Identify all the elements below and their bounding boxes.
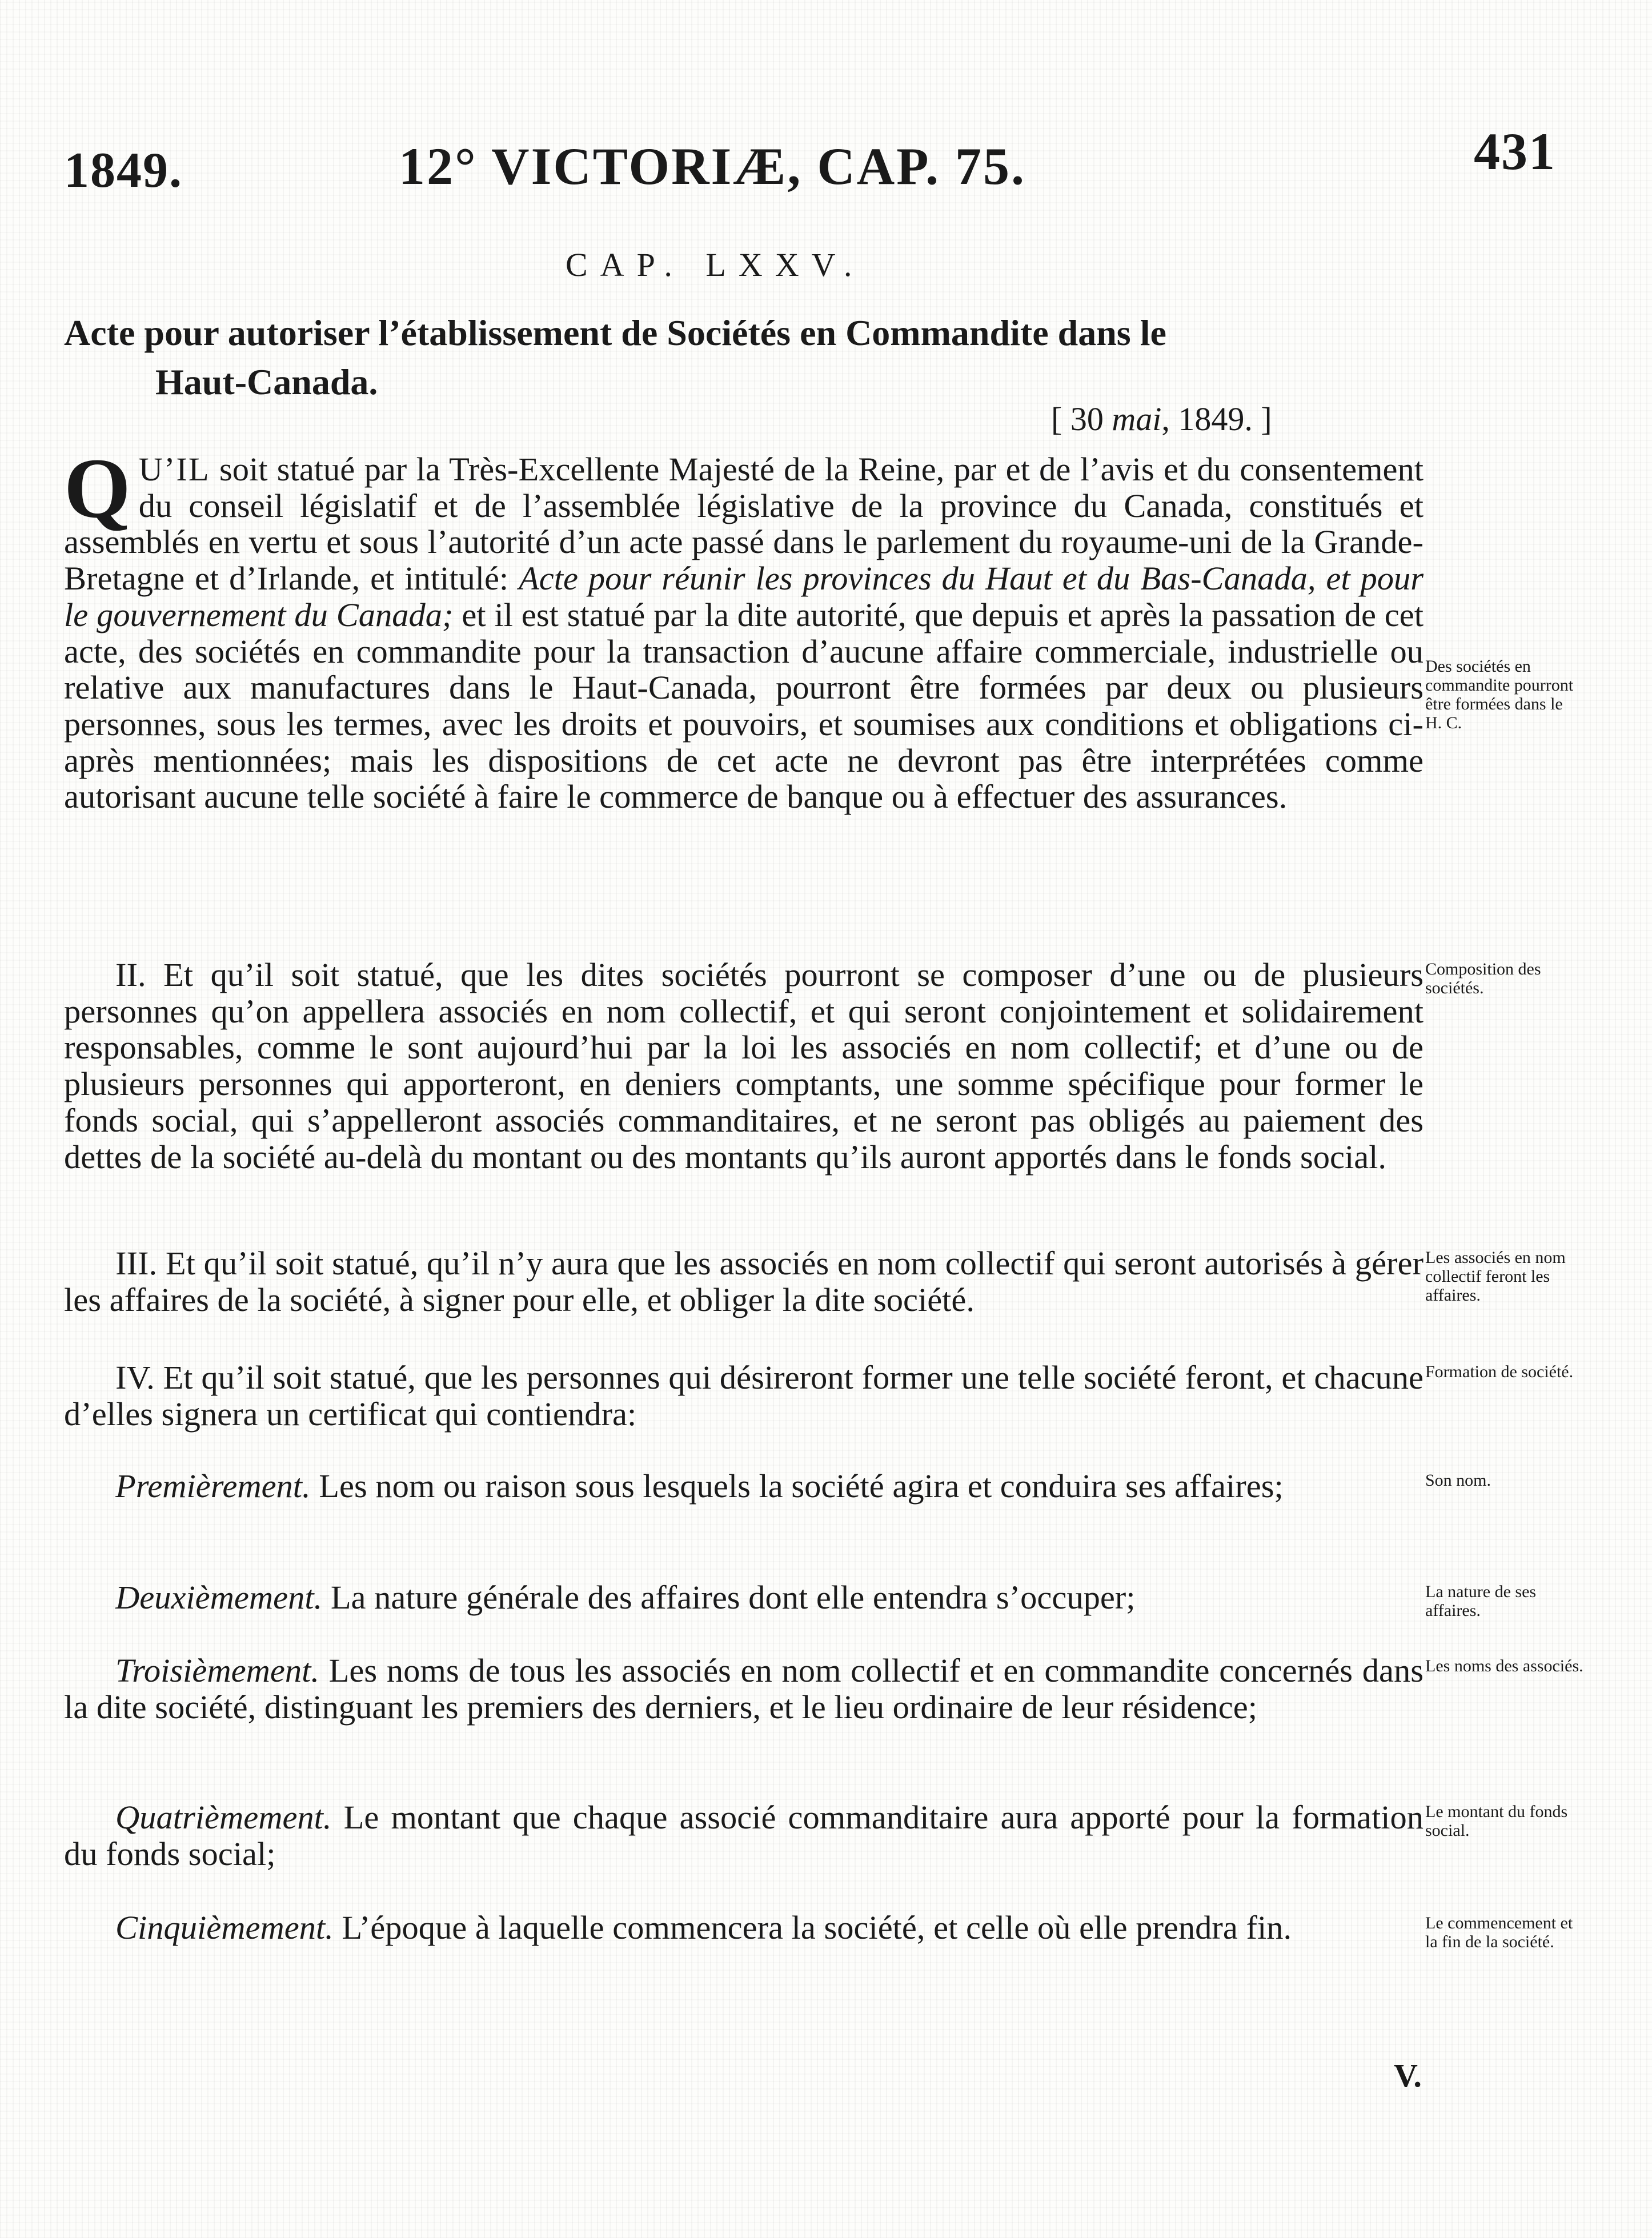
item-2	[64, 1579, 1424, 1616]
section-3: III. Et qu’il soit statué, qu’il n’y aura que les associés en nom collectif qui seront autorisés à gérer les affaires de la société, à signer pour elle, et obliger la dite société.	[64, 1245, 1424, 1318]
preamble-lead: U’IL	[138, 451, 210, 488]
item-5-text: L’époque à laquelle commencera la société, et celle où elle prendra fin.	[333, 1909, 1292, 1946]
margin-note-2: Composition des sociétés.	[1425, 960, 1541, 997]
margin-note-4: Formation de société.	[1425, 1362, 1574, 1381]
item-2-label: Deuxièmement.	[115, 1579, 323, 1616]
item-3-label: Troisièmement.	[115, 1652, 319, 1689]
page-number: 431	[1474, 122, 1556, 181]
act-title	[64, 308, 1412, 407]
margin-note-9: Le commencement et la fin de la société.	[1425, 1914, 1573, 1951]
section-4: IV. Et qu’il soit statué, que les personnes qui désireront former une telle société feront, et chacune d’elles signera un certificat qui contiendra:	[64, 1359, 1424, 1433]
item-1-label: Premièrement.	[115, 1467, 311, 1505]
margin-note-6: La nature de ses affaires.	[1425, 1582, 1537, 1620]
drop-capital: Q	[64, 441, 131, 536]
item-3-text: Les noms de tous les associés en nom collectif et en commandite concernés dans la dite société, distinguant les premiers des derniers, et le lieu ordinaire de leur résidence;	[64, 1652, 1424, 1726]
margin-note-5: Son nom.	[1425, 1471, 1491, 1490]
act-title-line-1: Acte pour autoriser l’établissement de Sociétés en Commandite dans le	[64, 312, 1166, 353]
margin-note-3: Les associés en nom collectif feront les affaires.	[1425, 1248, 1566, 1305]
catchword: V.	[1394, 2057, 1422, 2094]
item-1	[64, 1468, 1424, 1505]
item-4	[64, 1799, 1424, 1872]
margin-note-1: Des sociétés en commandite pourront être formées dans le H. C.	[1425, 657, 1574, 732]
header-year: 1849.	[64, 143, 183, 198]
act-title-line-2: Haut-Canada.	[155, 362, 378, 402]
preamble-text-a: soit statué par la Très-Excellente Majesté de la Reine, par et de l’avis et du consentement du conseil législatif et de l’assemblée législative de la province du Canada, constitués et assemblés en vertu et sous l’autorité d’un acte passé dans le parlement du royaume-uni de la Grande-Bretagne et d’Irlande, et intitulé:	[64, 451, 1424, 597]
margin-note-7: Les noms des associés.	[1425, 1657, 1583, 1675]
item-5-label: Cinquièmement.	[115, 1909, 334, 1946]
item-3	[64, 1653, 1424, 1725]
act-date	[1051, 400, 1272, 438]
item-1-text: Les nom ou raison sous lesquels la société agira et conduira ses affaires;	[310, 1467, 1284, 1505]
preamble-act-reference: Acte pour réunir les provinces du Haut et du Bas-Canada, et pour le gouvernement du Canada;	[64, 560, 1424, 633]
section-2: II. Et qu’il soit statué, que les dites sociétés pourront se composer d’une ou de plusieurs personnes qu’on appellera associés en nom collectif, et qui seront conjointement et solidairement responsables, comme le sont aujourd’hui par la loi les associés en nom collectif; et d’une ou de plusieurs personnes qui apporteront, en deniers comptants, une somme spécifique pour former le fonds social, qui s’appelleront associés commanditaires, et ne seront pas obligés au paiement des dettes de la société au-delà du montant ou des montants qu’ils auront apportés dans le fonds social.	[64, 956, 1424, 1176]
item-5	[64, 1910, 1424, 1946]
date-month: mai	[1112, 400, 1162, 438]
date-open: [ 30	[1051, 400, 1112, 438]
header-title: 12° VICTORIÆ, CAP. 75.	[399, 137, 1026, 195]
item-4-text: Le montant que chaque associé commanditaire aura apporté pour la formation du fonds social;	[64, 1799, 1424, 1872]
preamble-paragraph	[64, 441, 1424, 816]
preamble-text-b: et il est statué par la dite autorité, que depuis et après la passation de cet acte, des sociétés en commandite pour la transaction d’aucune affaire commerciale, industrielle ou relative aux manufactures dans le Haut-Canada, pourront être formées par deux ou plusieurs personnes, sous les termes, avec les droits et pouvoirs, et soumises aux conditions et obligations ci-après mentionnées; mais les dispositions de cet acte ne devront pas être interprétées comme autorisant aucune telle société à faire le commerce de banque ou à effectuer des assurances.	[64, 596, 1424, 816]
chapter-heading: CAP. LXXV.	[566, 246, 865, 283]
margin-note-8: Le montant du fonds social.	[1425, 1802, 1568, 1840]
item-4-label: Quatrièmement.	[115, 1799, 332, 1836]
item-2-text: La nature générale des affaires dont elle entendra s’occuper;	[322, 1579, 1136, 1616]
date-close: , 1849. ]	[1161, 400, 1272, 438]
